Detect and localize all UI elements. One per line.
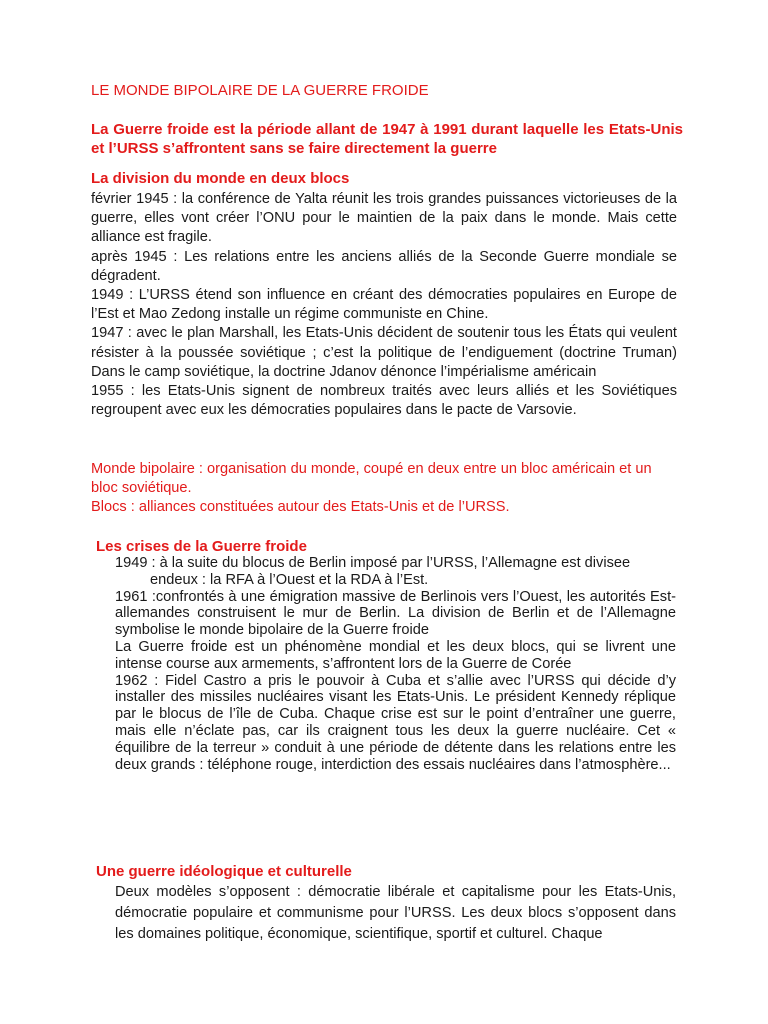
paragraph-1949-line1: 1949 : à la suite du blocus de Berlin imposé par l’URSS, l’Allemagne est divisee xyxy=(115,555,631,571)
paragraph-1947: 1947 : avec le plan Marshall, les Etats-Unis décident de soutenir tous les États qui veulent résister à la poussée soviétique ; c’est la politique de l’endiguement (doctrine Truman) Dans le camp soviétique, la doctrine Jdanov dénonce l’impérialisme américain xyxy=(91,325,677,380)
paragraph-coree: La Guerre froide est un phénomène mondial et les deux blocs, qui se livrent une intense course aux armements, s’affrontent lors de la Guerre de Corée xyxy=(115,638,676,672)
paragraph-1949: 1949 : L’URSS étend son influence en créant des démocraties populaires en Europe de l’Est et Mao Zedong installe un régime communiste en Chine. xyxy=(91,287,677,323)
section-body-division xyxy=(91,190,677,420)
paragraph-1955: 1955 : les Etats-Unis signent de nombreux traités avec leurs alliés et les Soviétiques regroupent avec eux les démocraties populaires dans le pacte de Varsovie. xyxy=(91,383,677,419)
document-title: LE MONDE BIPOLAIRE DE LA GUERRE FROIDE xyxy=(91,82,429,99)
paragraph-after-1945: après 1945 : Les relations entre les anciens alliés de la Seconde Guerre mondiale se dégradent. xyxy=(91,248,677,284)
intro-paragraph: La Guerre froide est la période allant de 1947 à 1991 durant laquelle les Etats-Unis et l’URSS s’affrontent sans se faire directement la guerre xyxy=(91,121,683,157)
paragraph-1949-line2: endeux : la RFA à l’Ouest et la RDA à l’Est. xyxy=(150,571,429,588)
definition-monde-bipolaire: Monde bipolaire : organisation du monde, coupé en deux entre un bloc américain et un bloc soviétique. xyxy=(91,461,652,497)
paragraph-1961: 1961 :confrontés à une émigration massive de Berlinois vers l’Ouest, les autorités Est-allemandes construisent le mur de Berlin. La division de Berlin et de l’Allemagne symbolise le monde bipolaire de la Guerre froide xyxy=(115,588,676,639)
definition-blocs: Blocs : alliances constituées autour des Etats-Unis et de l’URSS. xyxy=(91,499,510,516)
section-body-ideologique xyxy=(115,882,676,945)
paragraph-yalta: février 1945 : la conférence de Yalta réunit les trois grandes puissances victorieuses de la guerre, elles vont créer l’ONU pour le maintien de la paix dans le monde. Mais cette alliance est fragile. xyxy=(91,191,677,246)
paragraph-1962: 1962 : Fidel Castro a pris le pouvoir à Cuba et s’allie avec l’URSS qui décide d’y installer des missiles nucléaires visant les Etats-Unis. Le président Kennedy réplique par le blocus de l’île de Cuba. Chaque crise est sur le point d’entraîner une guerre, mais elle n’éclate pas, car ils craignent tous les deux la guerre nucléaire. Cet « équilibre de la terreur » conduit à une période de détente dans les relations entre les deux grands : téléphone rouge, interdiction des essais nucléaires dans l’atmosphère... xyxy=(115,672,676,773)
section-body-crises xyxy=(115,555,676,773)
definitions-block xyxy=(91,460,679,518)
paragraph-deux-modeles: Deux modèles s’opposent : démocratie libérale et capitalisme pour les Etats-Unis, démocratie populaire et communisme pour l’URSS. Les deux blocs s’opposent dans les domaines politique, économique, scientifique, sportif et culturel. Chaque xyxy=(115,884,676,942)
section-heading-crises: Les crises de la Guerre froide xyxy=(96,538,307,555)
section-heading-division: La division du monde en deux blocs xyxy=(91,170,350,187)
section-heading-ideologique: Une guerre idéologique et culturelle xyxy=(96,863,352,880)
